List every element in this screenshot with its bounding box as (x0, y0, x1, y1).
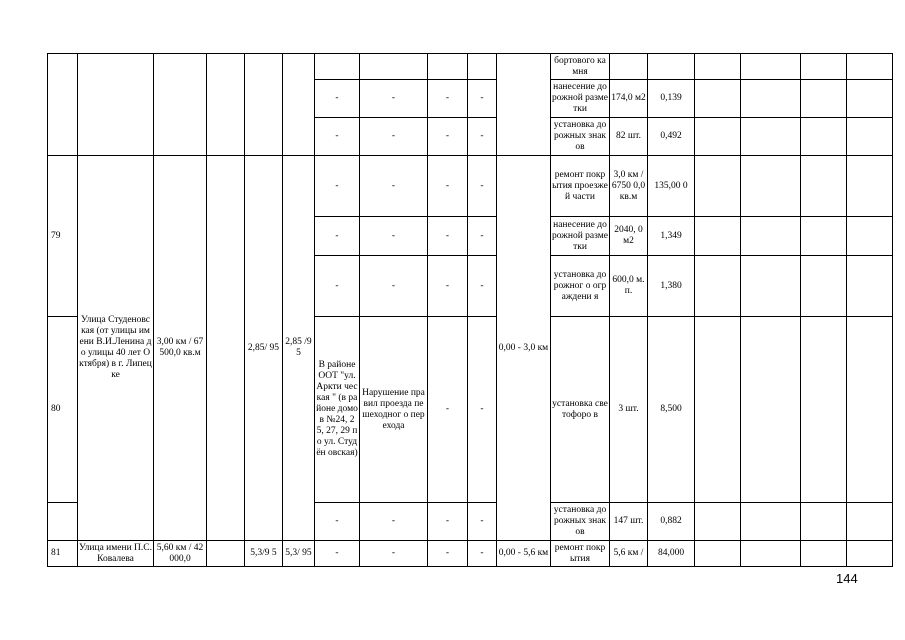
col9-prev (427, 53, 468, 80)
empty-cell (740, 540, 801, 567)
value-cell-text: 5,3/9 5 (250, 548, 277, 558)
empty-cell (740, 117, 801, 156)
work-cell-text: установка дорожных знаков (553, 505, 607, 537)
cost-cell-text: 8,500 (660, 404, 682, 414)
work-cell-text: нанесение дорожной разметки (552, 219, 608, 252)
qty-cell (609, 502, 648, 541)
location-cell-text: В районе ООТ "ул. Аркти ческая " (в районе домов №24, 25, 27, 29 по ул. Студён овская) (316, 360, 358, 458)
cost-cell (647, 155, 695, 217)
dash-cell-text: - (480, 548, 484, 558)
empty-cell (740, 502, 801, 541)
value-cell (282, 155, 315, 541)
length-prev (153, 53, 207, 156)
dash-cell-text: - (335, 280, 339, 291)
dash-cell (359, 117, 428, 156)
qty-cell (609, 255, 648, 317)
dash-cell-text: - (445, 131, 450, 141)
empty-cell (846, 316, 893, 503)
empty-cell (846, 255, 893, 317)
page-number: 144 (836, 571, 858, 586)
dash-cell (359, 79, 428, 118)
empty-cell (800, 216, 847, 256)
work-cell (550, 502, 610, 541)
road-length-text: 5,60 км / 42000,0 (156, 542, 204, 564)
qty-cell (609, 79, 648, 118)
work-cell (550, 155, 610, 217)
col4 (206, 540, 245, 567)
empty-cell (740, 255, 801, 317)
dash-cell (467, 316, 497, 503)
empty-cell (846, 502, 893, 541)
dash-cell (467, 79, 497, 118)
empty-cell (694, 540, 741, 567)
row-number-text: 80 (51, 404, 61, 414)
location-prev (314, 53, 360, 80)
value-cell (282, 540, 315, 567)
value-cell (244, 155, 283, 541)
dash-cell-text: - (480, 230, 484, 241)
road-length (153, 155, 207, 541)
dash-cell (314, 79, 360, 118)
empty-cell (846, 540, 893, 567)
road-length-text: 3,00 км / 67500,0 кв.м (156, 337, 204, 358)
empty-cell (694, 53, 741, 80)
cost-cell-text: 0,139 (660, 93, 682, 103)
empty-cell (800, 255, 847, 317)
value-cell-text: 2,85/ 95 (247, 342, 280, 353)
cost-cell-text: 84,000 (657, 548, 685, 558)
qty-cell (609, 316, 648, 503)
dash-cell-text: - (480, 404, 484, 414)
qty-cell-text: 3,0 км / 6750 0,0 кв.м (611, 169, 646, 202)
work-cell-text: установка светофоро в (552, 398, 608, 420)
empty-cell (740, 316, 801, 503)
dash-cell (467, 216, 497, 256)
empty-cell (800, 155, 847, 217)
cost-cell-text: 1,380 (660, 280, 682, 291)
qty-cell-text: 2040, 0 м2 (614, 225, 643, 246)
dash-cell-text: - (391, 548, 396, 558)
qty-cell-text: 5,6 км / (613, 548, 644, 558)
qty-cell (609, 53, 648, 80)
dash-cell-text: - (391, 180, 396, 191)
dash-cell-text: - (445, 280, 450, 291)
dash-cell-text: - (335, 93, 339, 103)
dash-cell-text: - (391, 230, 396, 241)
empty-cell (800, 53, 847, 80)
dash-cell (467, 540, 497, 567)
dash-cell-text: - (445, 93, 450, 103)
dash-cell-text: - (480, 516, 484, 526)
dash-cell-text: - (335, 516, 339, 526)
qty-cell (609, 117, 648, 156)
dash-cell (427, 79, 468, 118)
work-cell (550, 216, 610, 256)
street-name (77, 155, 154, 541)
cost-cell (647, 53, 695, 80)
cost-cell-text: 0,882 (660, 516, 682, 526)
row-number-text: 79 (51, 230, 61, 241)
dash-cell (314, 155, 360, 217)
cost-cell-text: 0,492 (660, 131, 682, 141)
empty-cell (694, 117, 741, 156)
empty-cell (694, 255, 741, 317)
cost-cell (647, 117, 695, 156)
empty-cell (800, 117, 847, 156)
empty-cell (694, 502, 741, 541)
col6-prev (282, 53, 315, 156)
empty-cell (800, 79, 847, 118)
empty-cell (846, 79, 893, 118)
empty-cell (846, 155, 893, 217)
cost-cell-text: 1,349 (660, 230, 682, 241)
dash-cell (467, 117, 497, 156)
dash-cell-text: - (391, 93, 396, 103)
dash-cell (359, 502, 428, 541)
dash-cell-text: - (480, 131, 484, 141)
col4 (206, 155, 245, 541)
dash-cell-text: - (391, 516, 396, 526)
cost-cell (647, 216, 695, 256)
col5-prev (244, 53, 283, 156)
dash-cell (359, 255, 428, 317)
cost-cell (647, 79, 695, 118)
qty-cell (609, 155, 648, 217)
work-cell-text: ремонт покрытия проезжей части (552, 169, 608, 202)
empty-cell (694, 216, 741, 256)
work-cell-text: установка дорожных знаков (553, 120, 607, 152)
violation-prev (359, 53, 428, 80)
empty-cell (694, 316, 741, 503)
location-cell (314, 316, 360, 503)
dash-cell (427, 216, 468, 256)
dash-cell-text: - (335, 548, 339, 558)
work-cell (550, 117, 610, 156)
col10-prev (467, 53, 497, 80)
row-number (47, 540, 78, 567)
street-name (77, 540, 154, 567)
dash-cell (427, 117, 468, 156)
dash-cell (359, 155, 428, 217)
dash-cell-text: - (445, 516, 450, 526)
dash-cell-text: - (391, 280, 396, 291)
cost-cell-text: 135,00 0 (654, 180, 688, 191)
dash-cell-text: - (445, 180, 450, 191)
road-length (153, 540, 207, 567)
work-cell-text: установка дорожног о ограждени я (553, 269, 607, 302)
dash-cell (314, 216, 360, 256)
cost-cell (647, 316, 695, 503)
empty-cell (800, 502, 847, 541)
empty-cell (846, 53, 893, 80)
work-cell-text: нанесение дорожной разметки (552, 82, 608, 114)
empty-cell (740, 155, 801, 217)
empty-cell (800, 316, 847, 503)
dash-cell (314, 117, 360, 156)
work-cell (550, 79, 610, 118)
qty-cell (609, 540, 648, 567)
dash-cell-text: - (445, 404, 450, 414)
empty-cell (694, 155, 741, 217)
row-number-text: 81 (51, 548, 61, 558)
dash-cell-text: - (480, 280, 484, 291)
dash-cell (427, 316, 468, 503)
cost-cell (647, 540, 695, 567)
row-number (47, 155, 78, 317)
dash-cell (314, 540, 360, 567)
work-cell-text: ремонт покрытия (554, 542, 606, 564)
row-number-empty (47, 502, 78, 541)
work-cell-text: бортового камня (554, 55, 606, 77)
dash-cell (314, 502, 360, 541)
empty-cell (740, 53, 801, 80)
dash-cell (467, 255, 497, 317)
qty-cell (609, 216, 648, 256)
dash-cell-text: - (445, 548, 450, 558)
empty-cell (800, 540, 847, 567)
dash-cell (359, 216, 428, 256)
dash-cell-text: - (335, 230, 339, 241)
qty-cell-text: 82 шт. (615, 131, 641, 141)
value-cell-text: 2,85 /95 (285, 337, 312, 358)
dash-cell (427, 540, 468, 567)
work-cell (550, 316, 610, 503)
street-prev (77, 53, 154, 156)
violation-cell-text: Нарушение правил проезда пешеходног о перехода (362, 387, 425, 431)
dash-cell (467, 502, 497, 541)
work-cell (550, 255, 610, 317)
dash-cell (467, 155, 497, 217)
empty-cell (846, 117, 893, 156)
range-cell-text: 0,00 - 5,6 км (498, 548, 549, 558)
range-cell-text: 0,00 - 3,0 км (498, 342, 549, 353)
work-cell (550, 53, 610, 80)
cost-cell (647, 502, 695, 541)
street-name-text: Улица Студеновская (от улицы имени В.И.Ленина до улицы 40 лет Октября) в г. Липецке (79, 315, 152, 380)
dash-cell (427, 502, 468, 541)
value-cell (244, 540, 283, 567)
qty-cell-text: 147 шт. (613, 516, 644, 526)
col4-prev (206, 53, 245, 156)
empty-cell (740, 79, 801, 118)
empty-cell (694, 79, 741, 118)
dash-cell (427, 155, 468, 217)
dash-cell-text: - (480, 93, 484, 103)
dash-cell (427, 255, 468, 317)
violation-cell (359, 316, 428, 503)
dash-cell-text: - (391, 131, 396, 141)
dash-cell-text: - (480, 180, 484, 191)
row-number (47, 316, 78, 503)
qty-cell-text: 174,0 м2 (611, 93, 646, 103)
range-cell (496, 155, 551, 541)
work-cell (550, 540, 610, 567)
dash-cell (314, 255, 360, 317)
empty-cell (740, 216, 801, 256)
range-cell (496, 540, 551, 567)
row-num-prev (47, 53, 78, 156)
empty-cell (846, 216, 893, 256)
dash-cell (359, 540, 428, 567)
value-cell-text: 5,3/ 95 (285, 548, 312, 558)
dash-cell-text: - (335, 180, 339, 191)
dash-cell-text: - (445, 230, 450, 241)
qty-cell-text: 3 шт. (618, 404, 639, 414)
street-name-text: Улица имени П.С.Ковалева (79, 542, 152, 564)
qty-cell-text: 600,0 м.п. (612, 275, 645, 296)
dash-cell-text: - (335, 131, 339, 141)
cost-cell (647, 255, 695, 317)
